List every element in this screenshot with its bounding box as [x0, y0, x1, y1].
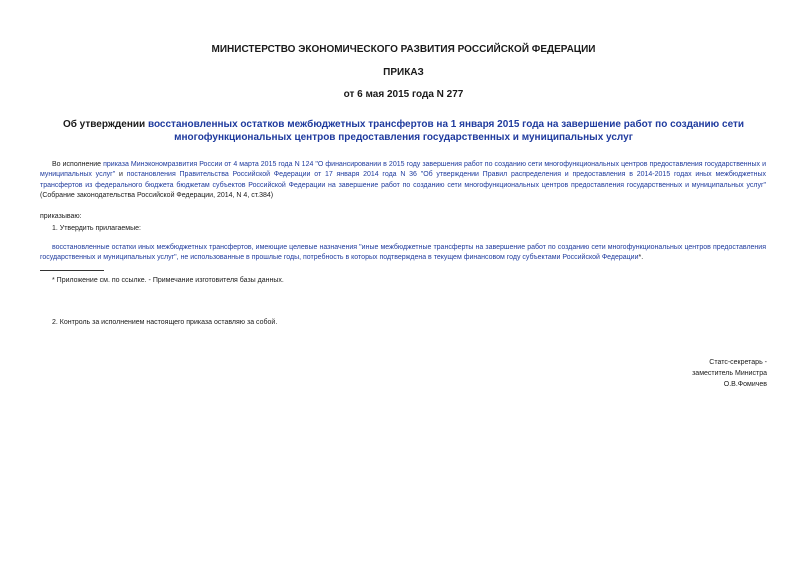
document-type: ПРИКАЗ [383, 67, 424, 78]
item-1: 1. Утвердить прилагаемые: [52, 225, 141, 232]
document-date-number: от 6 мая 2015 года N 277 [343, 89, 464, 100]
preamble-mid: и [115, 171, 127, 179]
ministry-name: МИНИСТЕРСТВО ЭКОНОМИЧЕСКОГО РАЗВИТИЯ РОССИЙСКОЙ ФЕДЕРАЦИИ [211, 44, 596, 55]
resolution-36-link[interactable]: постановления Правительства Российской Федерации от 17 января 2014 года N 36 "Об утверждении Правил распределения и предоставления в 2014-2015 годах иных межбюджетных трансфертов из федерального бюджета бюджетам субъектов Российской Федерации на завершение работ по созданию сети многофункциональных центров предоставления государственных и муниципальных услуг" [40, 171, 766, 189]
order-124-link[interactable]: приказа Минэкономразвития России от 4 марта 2015 года N 124 "О финансировании в 2015 году завершения работ по созданию сети многофункциональных центров предоставления государственных и муниципальных услуг" [40, 161, 766, 179]
title-link[interactable]: восстановленных остатков межбюджетных трансфертов на 1 января 2015 года на завершение работ по созданию сети многофункциональных центров предоставления государственных и муниципальных услуг [147, 119, 745, 143]
signature-name: О.В.Фомичев [723, 381, 767, 388]
item-2: 2. Контроль за исполнением настоящего приказа оставляю за собой. [52, 319, 278, 326]
preamble-paragraph [40, 160, 766, 201]
signature-position: Статс-секретарь - [709, 359, 767, 366]
approved-paragraph [40, 243, 766, 264]
signature-title: заместитель Министра [692, 370, 767, 377]
document-title [40, 119, 767, 144]
preamble-tail: (Собрание законодательства Российской Федерации, 2014, N 4, ст.384) [40, 191, 274, 199]
approved-tail: *. [638, 254, 644, 262]
preamble-lead: Во исполнение [52, 161, 104, 168]
footnote-divider [40, 270, 104, 271]
footnote: * Приложение см. по ссылке. - Примечание изготовителя базы данных. [52, 277, 284, 284]
approved-link[interactable]: восстановленные остатки иных межбюджетных трансфертов, имеющие целевые назначения "иные межбюджетные трансферты на завершение работ по созданию сети многофункциональных центров предоставления государственных и муниципальных услуг", не использованные в прошлые годы, потребность в которых подтверждена в текущем финансовом году субъектами Российской Федерации [40, 244, 766, 262]
title-prefix: Об утверждении [62, 119, 148, 130]
order-word: приказываю: [40, 213, 82, 220]
